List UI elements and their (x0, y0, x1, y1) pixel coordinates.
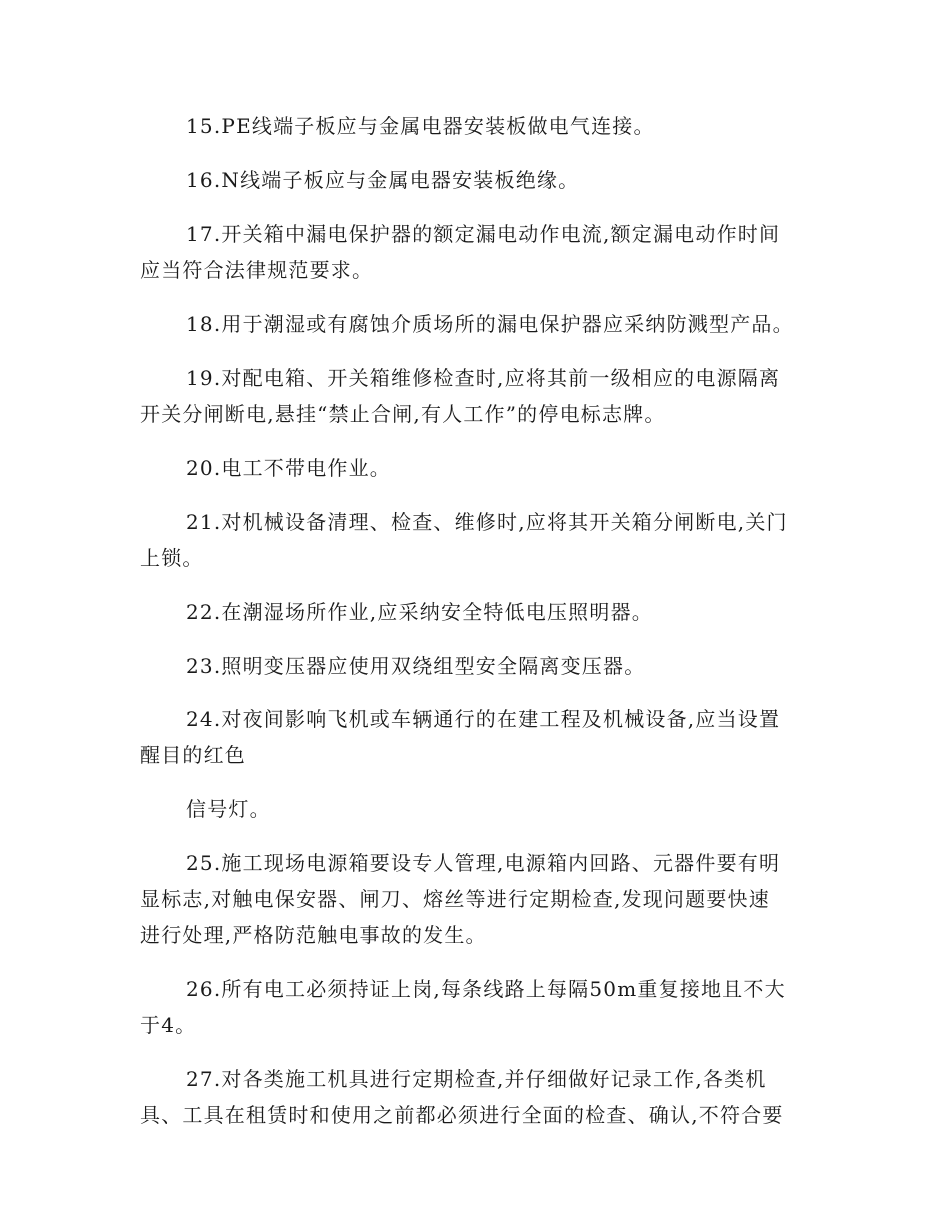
item-25-line-3: 进行处理,严格防范触电事故的发生。 (140, 923, 487, 947)
item-21-line-1: 21.对机械设备清理、检查、维修时,应将其开关箱分闸断电,关门 (186, 510, 788, 534)
item-20-line-1: 20.电工不带电作业。 (186, 456, 392, 480)
item-27-line-1: 27.对各类施工机具进行定期检查,并仔细做好记录工作,各类机 (186, 1067, 767, 1091)
item-19-line-1: 19.对配电箱、开关箱维修检查时,应将其前一级相应的电源隔离 (186, 366, 781, 390)
item-17-line-2: 应当符合法律规范要求。 (140, 258, 374, 282)
item-21-line-2: 上锁。 (140, 546, 204, 570)
item-19-line-2: 开关分闸断电,悬挂“禁止合闸,有人工作”的停电标志牌。 (140, 402, 666, 426)
item-26-line-2: 于4。 (140, 1013, 197, 1037)
item-23-line-1: 23.照明变压器应使用双绕组型安全隔离变压器。 (186, 654, 646, 678)
item-24-line-3: 信号灯。 (186, 797, 271, 821)
item-27-line-2: 具、工具在租赁时和使用之前都必须进行全面的检查、确认,不符合要 (140, 1103, 784, 1127)
item-25-line-1: 25.施工现场电源箱要设专人管理,电源箱内回路、元器件要有明 (186, 851, 781, 875)
item-25-line-2: 显标志,对触电保安器、闸刀、熔丝等进行定期检查,发现问题要快速 (140, 887, 770, 911)
item-24-line-1: 24.对夜间影响飞机或车辆通行的在建工程及机械设备,应当设置 (186, 707, 781, 731)
item-18-line-1: 18.用于潮湿或有腐蚀介质场所的漏电保护器应采纳防溅型产品。 (186, 312, 794, 336)
item-17-line-1: 17.开关箱中漏电保护器的额定漏电动作电流,额定漏电动作时间 (186, 222, 781, 246)
item-16-line-1: 16.N线端子板应与金属电器安装板绝缘。 (186, 168, 580, 192)
item-22-line-1: 22.在潮湿场所作业,应采纳安全特低电压照明器。 (186, 600, 653, 624)
item-15-line-1: 15.PE线端子板应与金属电器安装板做电气连接。 (186, 114, 655, 138)
item-24-line-2: 醒目的红色 (140, 743, 246, 767)
item-26-line-1: 26.所有电工必须持证上岗,每条线路上每隔50m重复接地且不大 (186, 977, 786, 1001)
